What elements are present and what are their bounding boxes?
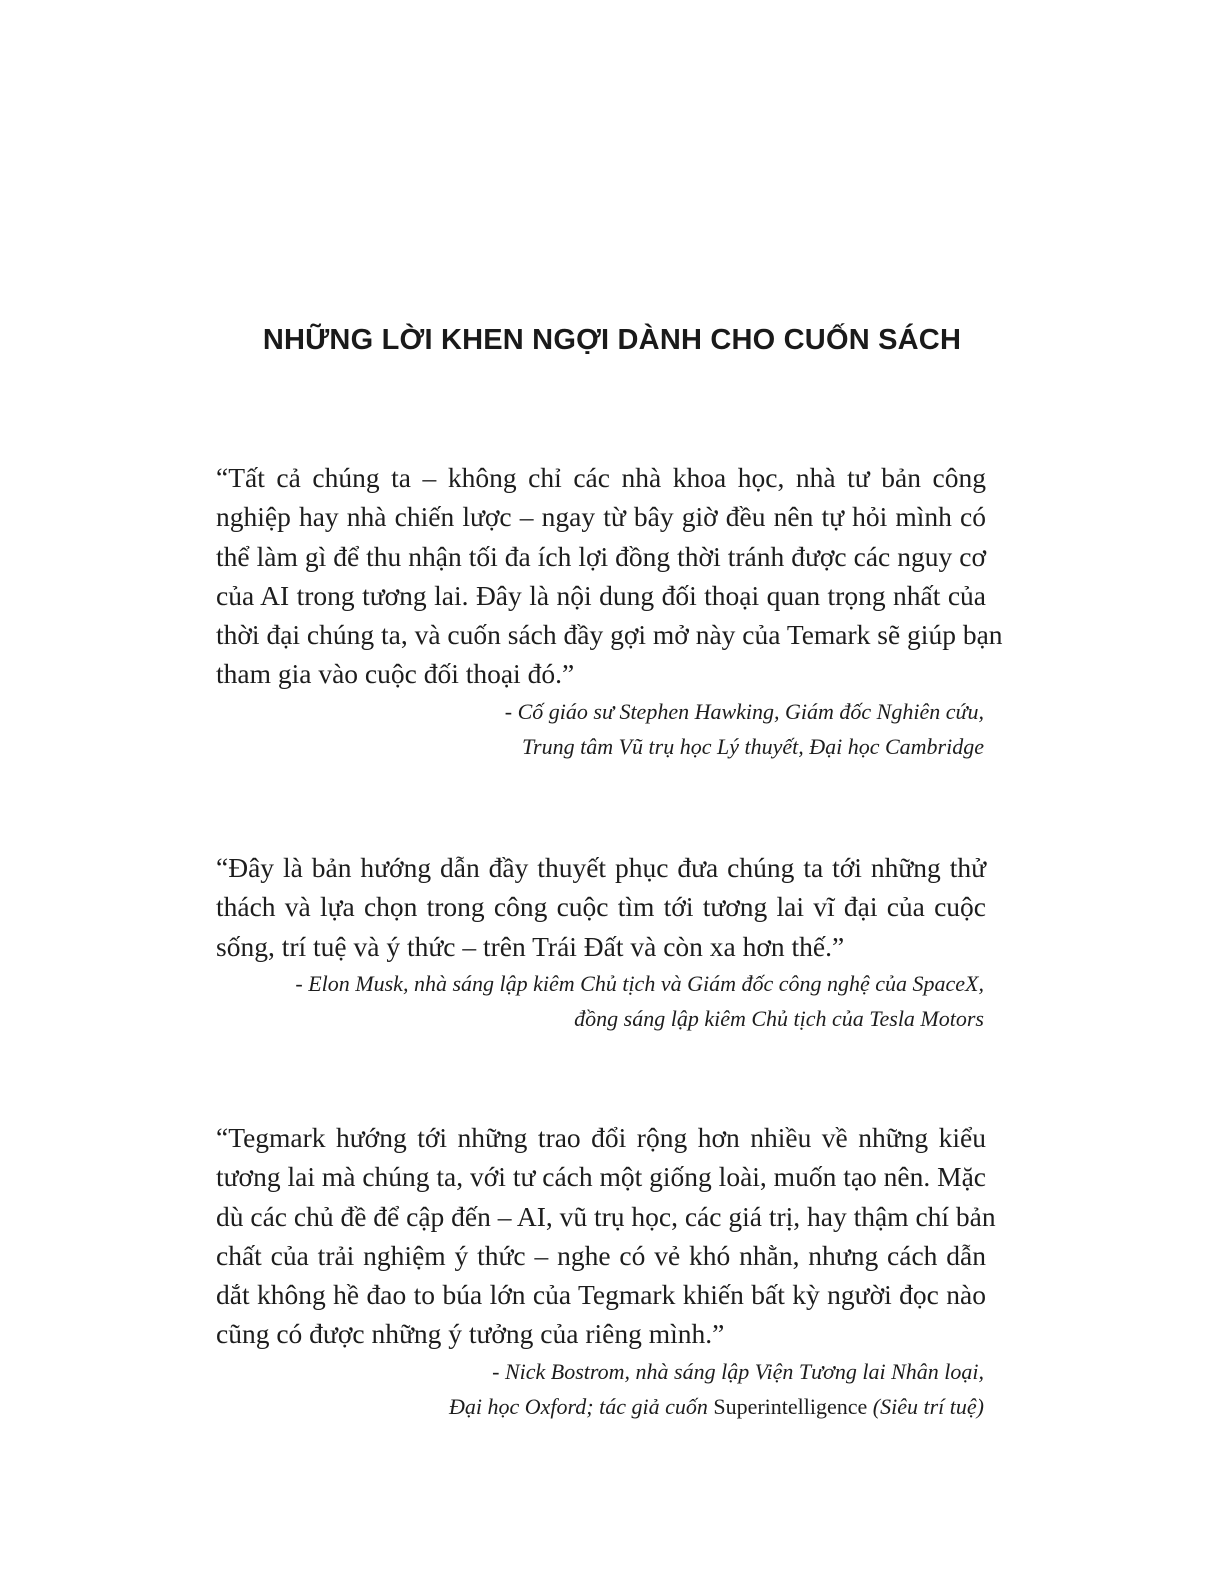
quote-line: “Tegmark hướng tới những trao đổi rộng hơn nhiều về những kiểu xyxy=(216,1122,986,1153)
quote-line: thách và lựa chọn trong công cuộc tìm tới tương lai vĩ đại của cuộc xyxy=(216,891,986,923)
quote-text xyxy=(216,1118,996,1354)
attribution-line: Đại học Oxford; tác giả cuốn xyxy=(448,1393,708,1419)
attribution-line: - Elon Musk, nhà sáng lập kiêm Chủ tịch và Giám đốc công nghệ của SpaceX, xyxy=(295,970,984,996)
quote-line: tham gia vào cuộc đối thoại đó.” xyxy=(216,658,575,690)
blurb-bostrom xyxy=(216,1118,996,1424)
quote-line: chất của trải nghiệm ý thức – nghe có vẻ khó nhằn, nhưng cách dẫn xyxy=(216,1239,986,1271)
attribution xyxy=(216,694,986,764)
attribution xyxy=(216,966,986,1036)
quote-text xyxy=(216,848,986,966)
blurb-musk xyxy=(216,848,986,1036)
quote-line: “Đây là bản hướng dẫn đầy thuyết phục đưa chúng ta tới những thử xyxy=(216,852,986,883)
quote-line: dắt không hề đao to búa lớn của Tegmark khiến bất kỳ người đọc nào xyxy=(216,1279,986,1311)
quote-line: cũng có được những ý tưởng của riêng mình.” xyxy=(216,1318,725,1350)
quote-line: thời đại chúng ta, và cuốn sách đầy gợi mở này của Temark sẽ giúp bạn xyxy=(216,619,1003,651)
attribution xyxy=(216,1354,986,1424)
attribution-line: Trung tâm Vũ trụ học Lý thuyết, Đại học Cambridge xyxy=(522,733,984,759)
quote-line: sống, trí tuệ và ý thức – trên Trái Đất và còn xa hơn thế.” xyxy=(216,930,845,962)
book-translation: (Siêu trí tuệ) xyxy=(872,1393,984,1419)
quote-line: dù các chủ đề để cập đến – AI, vũ trụ học, các giá trị, hay thậm chí bản xyxy=(216,1200,996,1232)
quote-line: của AI trong tương lai. Đây là nội dung đối thoại quan trọng nhất của xyxy=(216,579,986,611)
quote-line: “Tất cả chúng ta – không chỉ các nhà khoa học, nhà tư bản công xyxy=(216,462,986,493)
quote-line: tương lai mà chúng ta, với tư cách một giống loài, muốn tạo nên. Mặc xyxy=(216,1161,986,1193)
quote-line: nghiệp hay nhà chiến lược – ngay từ bây giờ đều nên tự hỏi mình có xyxy=(216,501,986,533)
page-title: NHỮNG LỜI KHEN NGỢI DÀNH CHO CUỐN SÁCH xyxy=(262,324,962,356)
attribution-line: - Nick Bostrom, nhà sáng lập Viện Tương lai Nhân loại, xyxy=(492,1358,984,1384)
quote-line: thể làm gì để thu nhận tối đa ích lợi đồng thời tránh được các nguy cơ xyxy=(216,540,986,572)
quote-text xyxy=(216,458,1003,694)
blurb-hawking xyxy=(216,458,1003,764)
attribution-line: đồng sáng lập kiêm Chủ tịch của Tesla Motors xyxy=(574,1005,984,1031)
attribution-line: - Cố giáo sư Stephen Hawking, Giám đốc Nghiên cứu, xyxy=(504,698,984,724)
book-title: Superintelligence xyxy=(713,1393,868,1419)
